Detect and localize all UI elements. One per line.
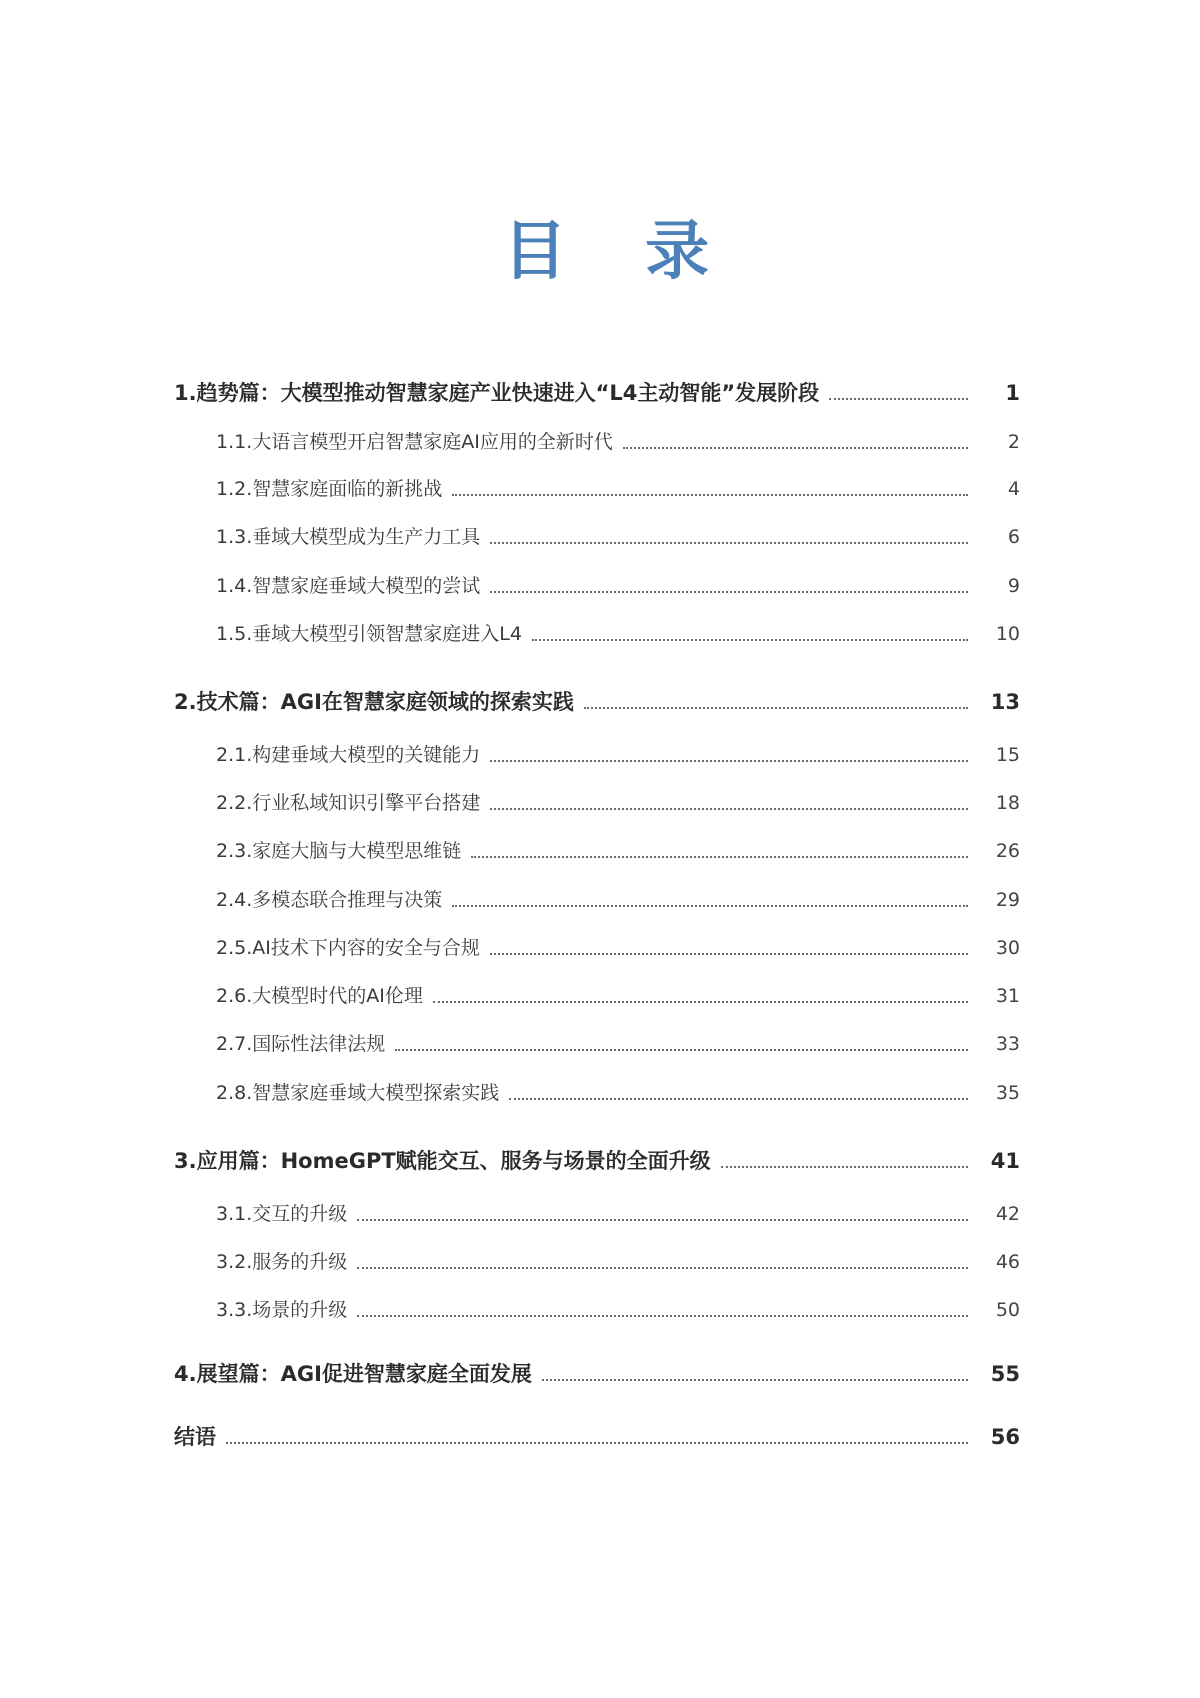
toc-page-number: 10: [995, 623, 1020, 645]
toc-section-entry[interactable]: [216, 472, 1020, 504]
toc-entry-label: 2.5.AI技术下内容的安全与合规: [216, 937, 480, 959]
toc-section-entry[interactable]: [216, 738, 1020, 770]
dotted-leader: [357, 1315, 968, 1317]
dotted-leader: [357, 1267, 968, 1269]
dotted-leader: [490, 808, 968, 810]
toc-chapter-entry[interactable]: [174, 1357, 1020, 1389]
toc-entry-label: 1.趋势篇：大模型推动智慧家庭产业快速进入“L4主动智能”发展阶段: [174, 381, 820, 405]
dotted-leader: [490, 760, 968, 762]
toc-page-number: 13: [990, 690, 1020, 714]
dotted-leader: [584, 707, 968, 709]
toc-entry-label: 2.1.构建垂域大模型的关键能力: [216, 744, 481, 766]
toc-chapter-entry[interactable]: [174, 685, 1020, 717]
toc-page-number: 6: [1007, 526, 1020, 548]
toc-entry-label: 4.展望篇：AGI促进智慧家庭全面发展: [174, 1362, 532, 1386]
dotted-leader: [452, 494, 968, 496]
dotted-leader: [395, 1049, 968, 1051]
dotted-leader: [532, 639, 968, 641]
dotted-leader: [490, 591, 968, 593]
toc-entry-label: 2.2.行业私域知识引擎平台搭建: [216, 792, 481, 814]
dotted-leader: [357, 1219, 968, 1221]
toc-page-number: 41: [990, 1149, 1020, 1173]
toc-section-entry[interactable]: [216, 1076, 1020, 1108]
toc-entry-label: 结语: [174, 1425, 216, 1449]
toc-entry-label: 2.技术篇：AGI在智慧家庭领域的探索实践: [174, 690, 574, 714]
toc-entry-label: 1.3.垂域大模型成为生产力工具: [216, 526, 481, 548]
toc-section-entry[interactable]: [216, 1293, 1020, 1325]
dotted-leader: [509, 1098, 968, 1100]
toc-page-number: 26: [995, 840, 1020, 862]
dotted-leader: [623, 447, 968, 449]
dotted-leader: [452, 905, 968, 907]
toc-section-entry[interactable]: [216, 425, 1020, 457]
toc-entry-label: 3.1.交互的升级: [216, 1203, 348, 1225]
toc-entry-label: 1.1.大语言模型开启智慧家庭AI应用的全新时代: [216, 431, 613, 453]
toc-page-number: 35: [995, 1082, 1020, 1104]
toc-page-number: 15: [995, 744, 1020, 766]
toc-section-entry[interactable]: [216, 931, 1020, 963]
dotted-leader: [721, 1166, 968, 1168]
toc-entry-label: 2.4.多模态联合推理与决策: [216, 889, 443, 911]
toc-chapter-entry[interactable]: [174, 376, 1020, 408]
toc-chapter-entry[interactable]: [174, 1420, 1020, 1452]
toc-section-entry[interactable]: [216, 617, 1020, 649]
toc-entry-label: 3.应用篇：HomeGPT赋能交互、服务与场景的全面升级: [174, 1149, 711, 1173]
toc-entry-label: 2.7.国际性法律法规: [216, 1033, 386, 1055]
dotted-leader: [490, 953, 968, 955]
toc-section-entry[interactable]: [216, 1027, 1020, 1059]
toc-page-number: 50: [995, 1299, 1020, 1321]
toc-page-number: 29: [995, 889, 1020, 911]
toc-entry-label: 3.2.服务的升级: [216, 1251, 348, 1273]
toc-page-number: 4: [1007, 478, 1020, 500]
toc-entry-label: 3.3.场景的升级: [216, 1299, 348, 1321]
toc-entry-label: 1.5.垂域大模型引领智慧家庭进入L4: [216, 623, 522, 645]
toc-page-number: 9: [1007, 575, 1020, 597]
toc-section-entry[interactable]: [216, 1245, 1020, 1277]
toc-entry-label: 2.3.家庭大脑与大模型思维链: [216, 840, 462, 862]
toc-page-number: 46: [995, 1251, 1020, 1273]
toc-page-number: 18: [995, 792, 1020, 814]
toc-page-number: 56: [990, 1425, 1020, 1449]
dotted-leader: [471, 856, 968, 858]
toc-page-number: 42: [995, 1203, 1020, 1225]
dotted-leader: [829, 398, 968, 400]
page-title: 目 录: [502, 215, 738, 289]
dotted-leader: [542, 1379, 968, 1381]
toc-entry-label: 2.8.智慧家庭垂域大模型探索实践: [216, 1082, 500, 1104]
toc-page-number: 1: [1005, 381, 1020, 405]
dotted-leader: [226, 1442, 968, 1444]
dotted-leader: [433, 1001, 968, 1003]
toc-section-entry[interactable]: [216, 979, 1020, 1011]
toc-section-entry[interactable]: [216, 569, 1020, 601]
dotted-leader: [490, 542, 968, 544]
toc-entry-label: 2.6.大模型时代的AI伦理: [216, 985, 423, 1007]
toc-page-number: 2: [1007, 431, 1020, 453]
toc-page-number: 55: [990, 1362, 1020, 1386]
toc-entry-label: 1.2.智慧家庭面临的新挑战: [216, 478, 443, 500]
toc-section-entry[interactable]: [216, 786, 1020, 818]
toc-section-entry[interactable]: [216, 834, 1020, 866]
toc-page-number: 31: [995, 985, 1020, 1007]
toc-entry-label: 1.4.智慧家庭垂域大模型的尝试: [216, 575, 481, 597]
toc-section-entry[interactable]: [216, 1197, 1020, 1229]
toc-page-number: 33: [995, 1033, 1020, 1055]
toc-page-number: 30: [995, 937, 1020, 959]
toc-section-entry[interactable]: [216, 520, 1020, 552]
toc-section-entry[interactable]: [216, 883, 1020, 915]
toc-chapter-entry[interactable]: [174, 1144, 1020, 1176]
